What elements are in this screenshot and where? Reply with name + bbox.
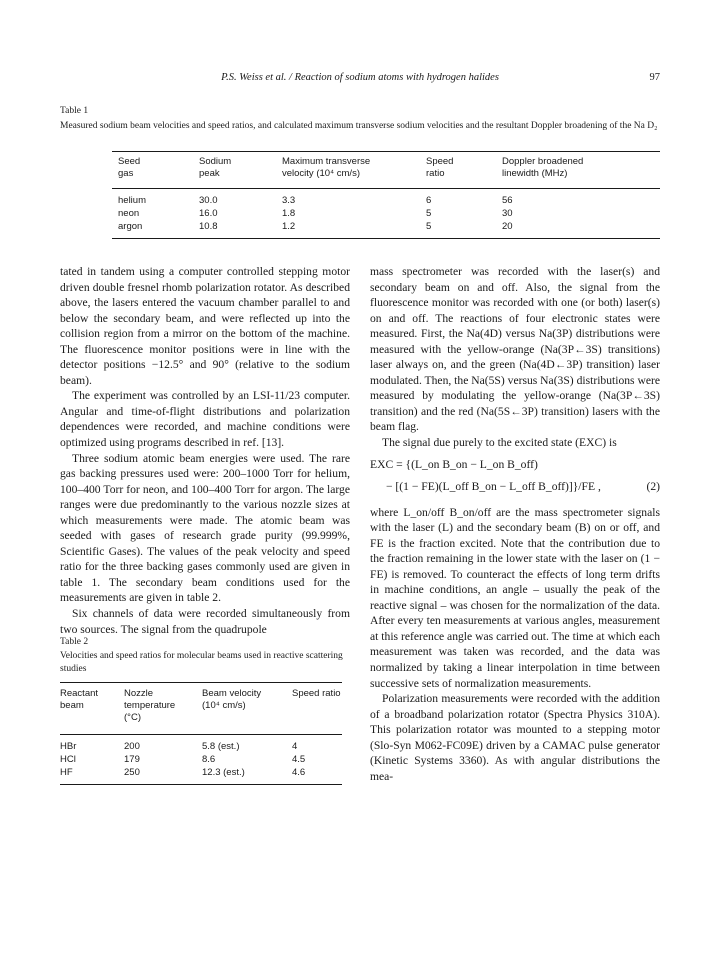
equation-2 <box>370 457 660 501</box>
table1-label: Table 1 <box>60 106 89 116</box>
table-cell: 10.8 <box>199 221 218 232</box>
table-header-cell: Seed gas <box>118 156 141 179</box>
table-cell: 179 <box>124 754 140 765</box>
table-cell: HBr <box>60 741 77 752</box>
equation-line: EXC = {(L_on B_on − L_on B_off) <box>370 457 538 471</box>
running-title: P.S. Weiss et al. / Reaction of sodium atoms with hydrogen halides <box>221 72 499 83</box>
table-cell: HF <box>60 767 73 778</box>
table-cell: helium <box>118 195 146 206</box>
paragraph: Six channels of data were recorded simultaneously from two sources. The signal from the quadrupole <box>60 607 350 636</box>
table-row <box>60 767 342 780</box>
table-cell: 1.2 <box>282 221 296 232</box>
table-row <box>112 195 660 208</box>
table-cell: 8.6 <box>202 754 216 765</box>
table-header-cell: Doppler broadened linewidth (MHz) <box>502 156 584 179</box>
table-cell: 56 <box>502 195 513 206</box>
page-number: 97 <box>649 72 660 83</box>
table-header-cell: Nozzle temperature (°C) <box>124 688 176 723</box>
table-cell: neon <box>118 208 140 219</box>
table-cell: 4.5 <box>292 754 306 765</box>
running-head <box>60 72 660 88</box>
table-header-cell: Maximum transverse velocity (10⁴ cm/s) <box>282 156 371 179</box>
table-rule <box>112 238 660 239</box>
table1-caption: Measured sodium beam velocities and speed ratios, and calculated maximum transverse sodium velocities and the resultant Doppler broadening of the Na D₂ <box>60 121 658 131</box>
table2 <box>60 682 342 785</box>
table-cell: 5.8 (est.) <box>202 741 240 752</box>
equation-line: − [(1 − FE)(L_off B_on − L_off B_off)]}/FE , <box>386 479 601 493</box>
table2-caption: Velocities and speed ratios for molecular beams used in reactive scattering studies <box>60 651 343 674</box>
table-header <box>112 152 660 188</box>
table-cell: 6 <box>426 195 432 206</box>
table-cell: 20 <box>502 221 513 232</box>
table-header-cell: Speed ratio <box>426 156 454 179</box>
right-column <box>370 264 660 784</box>
table-cell: 5 <box>426 221 432 232</box>
table-row <box>112 221 660 234</box>
table-cell: 4.6 <box>292 767 306 778</box>
table-cell: 30.0 <box>199 195 218 206</box>
table-header-cell: Reactant beam <box>60 688 99 711</box>
paragraph: Polarization measurements were recorded with the addition of a broadband polarization rotator (Spectra Physics 310A). This polarization rotator was mounted to a stepping motor (Slo-Syn M062-FC09E) driven by a CAMAC pulse generator (Kinetic Systems 3360). As with angular distributions the mea- <box>370 692 660 783</box>
table-header <box>60 683 342 734</box>
table-cell: 16.0 <box>199 208 218 219</box>
table-cell: 250 <box>124 767 140 778</box>
table-cell: 12.3 (est.) <box>202 767 245 778</box>
table-header-cell: Beam velocity (10⁴ cm/s) <box>202 688 262 711</box>
table-rule <box>60 784 342 785</box>
table-cell: 4 <box>292 741 298 752</box>
paragraph: tated in tandem using a computer controlled stepping motor driven double fresnel rhomb polarization rotator. As described above, the lasers entered the vacuum chamber parallel to and below the secondary beam, and were reflected up into the collision region from a mirror on the bottom of the machine. The fluorescence monitor positions were in line with the detector positions −12.5° and 90° (relative to the sodium beam). <box>60 265 350 387</box>
table-cell: 3.3 <box>282 195 296 206</box>
table-row <box>60 741 342 754</box>
table-cell: 1.8 <box>282 208 296 219</box>
table-cell: argon <box>118 221 143 232</box>
table-header-cell: Sodium peak <box>199 156 232 179</box>
table-body <box>112 189 660 238</box>
paragraph: The experiment was controlled by an LSI-11/23 computer. Angular and time-of-flight distributions and polarization dependences were recorded, and machine conditions were optimized using programs described in ref. [13]. <box>60 389 350 450</box>
paragraph: mass spectrometer was recorded with the laser(s) and secondary beam on and off. Also, the signal from the fluorescence monitor was recorded with one (or both) laser(s) on and off. The reactions of four electronic states were measured. First, the Na(4D) versus Na(3P) distributions were measured with the yellow-orange (Na(3P←3S) transitions) laser always on, and the green (Na(4D←3P) transition) laser modulated. Then, the Na(5S) versus Na(3S) distributions were measured by modulating the yellow-orange (Na(3P←3S) transition) and the red (Na(5S←3P) transition) lasers with the beam flag. <box>370 265 660 434</box>
table-cell: 30 <box>502 208 513 219</box>
left-column <box>60 264 350 637</box>
table-row <box>112 208 660 221</box>
table-row <box>60 754 342 767</box>
table-header-cell: Speed ratio <box>292 688 341 699</box>
table-cell: 5 <box>426 208 432 219</box>
paragraph: Three sodium atomic beam energies were used. The rare gas backing pressures used were: 200–1000 Torr for helium, 100–400 Torr for neon, and 100–400 Torr for argon. The large ranges were due predominantly to the various nozzle sizes at which measurements were made. The atomic beam was seeded with gases of research grade purity (99.999%, Scientific Gases). The values of the peak velocity and speed ratio for the three backing gases commonly used are given in table 1. The secondary beam conditions used for the measurements are given in table 2. <box>60 451 350 605</box>
table2-label: Table 2 <box>60 637 89 647</box>
table-cell: 200 <box>124 741 140 752</box>
equation-number: (2) <box>646 479 660 493</box>
paragraph: where L_on/off B_on/off are the mass spectrometer signals with the laser (L) and the secondary beam (B) on or off, and FE is the fraction excited. Note that the contribution due to the fraction remaining in the lower state with the laser on (1 − FE) is removed. To counteract the effects of long term drifts in machine conditions, an angle – usually the peak of the reactive signal – was chosen for the normalization of the data. After every ten measurements at various angles, measurement at this reference angle was carried out. The time at which each measurement was taken was recorded, and the data was normalized by taking a linear interpolation in time between successive sets of normalization measurements. <box>370 505 660 690</box>
paragraph: The signal due purely to the excited state (EXC) is <box>382 436 617 450</box>
table-body <box>60 735 342 784</box>
table-cell: HCl <box>60 754 76 765</box>
table1 <box>112 151 660 239</box>
